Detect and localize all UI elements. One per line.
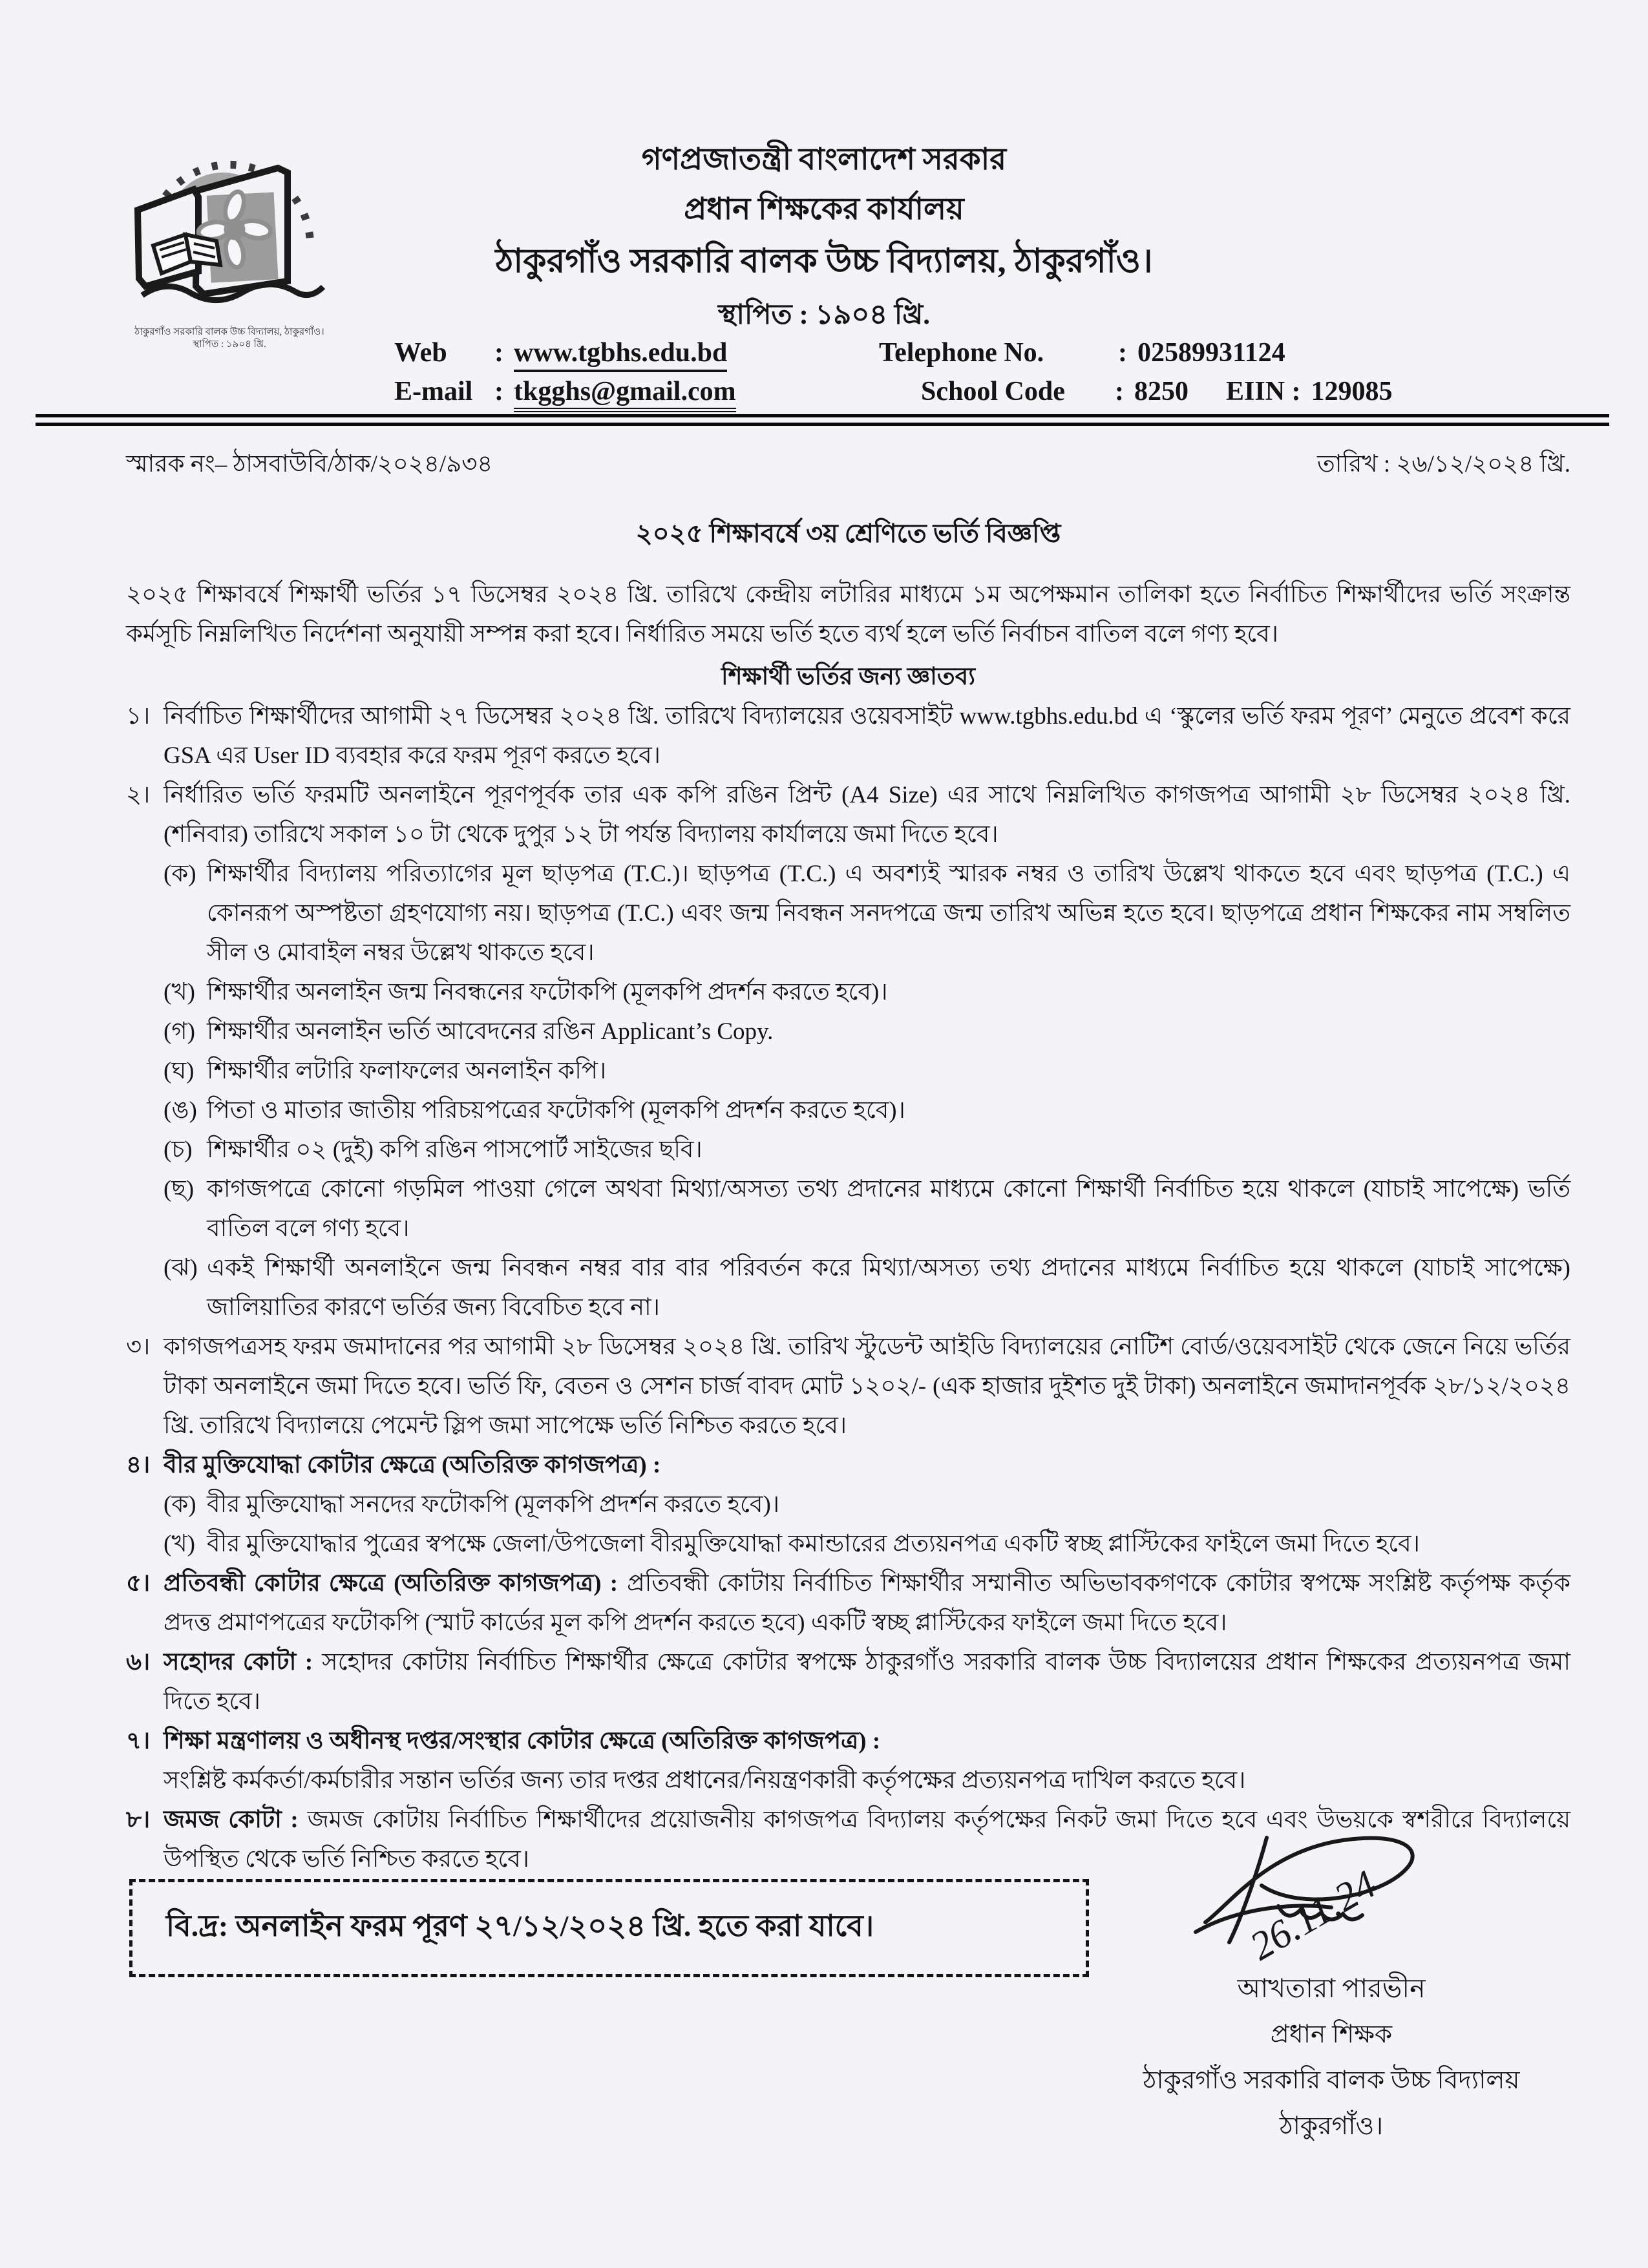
sub-label: (গ) [164, 1018, 195, 1045]
sub-label: (খ) [164, 1531, 195, 1557]
item-2-sub-ka [126, 854, 1570, 972]
sub-text: শিক্ষার্থীর অনলাইন ভর্তি আবেদনের রঙিন Applicant’s Copy. [207, 1018, 774, 1045]
sub-label: (ঙ) [164, 1097, 197, 1124]
section-subtitle: শিক্ষার্থী ভর্তির জন্য জ্ঞাতব্য [721, 664, 975, 690]
item-number: ২। [126, 782, 151, 808]
item-heading: শিক্ষা মন্ত্রণালয় ও অধীনস্থ দপ্তর/সংস্থার কোটার ক্ষেত্রে (অতিরিক্ত কাগজপত্র) : [164, 1728, 881, 1754]
item-text: নির্বাচিত শিক্ষার্থীদের আগামী ২৭ ডিসেম্বর ২০২৪ খ্রি. তারিখে বিদ্যালয়ের ওয়েবসাইট www.tgbhs.edu.bd এ ‘স্কুলের ভর্তি ফরম পূরণ’ মেনুতে প্রবেশ করে GSA এর User ID ব্যবহার করে ফরম পূরণ করতে হবে। [164, 703, 1570, 769]
logo-caption-line2: স্থাপিত : ১৯০৪ খ্রি. [193, 339, 266, 350]
item-text: কাগজপত্রসহ ফরম জমাদানের পর আগামী ২৮ ডিসেম্বর ২০২৪ খ্রি. তারিখ স্টুডেন্ট আইডি বিদ্যালয়ের নোটিশ বোর্ড/ওয়েবসাইট থেকে জেনে নিয়ে ভর্তির টাকা অনলাইনে জমা দিতে হবে। ভর্তি ফি, বেতন ও সেশন চার্জ বাবদ মোট ১২০২/- (এক হাজার দুইশত দুই টাকা) অনলাইনে জমাদানপূর্বক ২৮/১২/২০২৪ খ্রি. তারিখে বিদ্যালয়ে পেমেন্ট স্লিপ জমা সাপেক্ষে ভর্তি নিশ্চিত করতে হবে। [164, 1334, 1570, 1439]
colon: : [494, 377, 503, 406]
item-heading: প্রতিবন্ধী কোটার ক্ষেত্রে (অতিরিক্ত কাগজপত্র) : [164, 1570, 618, 1597]
telephone-label: Telephone No. [879, 338, 1044, 368]
sub-text: বীর মুক্তিযোদ্ধা সনদের ফটোকপি (মূলকপি প্রদর্শন করতে হবে)। [207, 1491, 780, 1518]
sub-text: কাগজপত্রে কোনো গড়মিল পাওয়া গেলে অথবা মিথ্যা/অসত্য তথ্য প্রদানের মাধ্যমে কোনো শিক্ষার্থী নির্বাচিত হয়ে থাকলে (যাচাই সাপেক্ষে) ভর্তি বাতিল বলে গণ্য হবে। [207, 1176, 1570, 1242]
notice-title: ২০২৫ শিক্ষাবর্ষে ৩য় শ্রেণিতে ভর্তি বিজ্ঞপ্তি [635, 519, 1061, 548]
item-2-sub-uma [126, 1091, 1570, 1130]
sub-label: (খ) [164, 979, 195, 1005]
item-number: ৪। [126, 1452, 151, 1478]
sub-text: একই শিক্ষার্থী অনলাইনে জন্ম নিবন্ধন নম্বর বার বার পরিবর্তন করে মিথ্যা/অসত্য তথ্য প্রদানের মাধ্যমে নির্বাচিত হয়ে থাকলে (যাচাই সাপেক্ষে) জালিয়াতির কারণে ভর্তির জন্য বিবেচিত হবে না। [207, 1255, 1570, 1321]
item-2-sub-gha [126, 1051, 1570, 1091]
item-number: ৫। [126, 1570, 151, 1597]
memo-label: স্মারক নং– [126, 451, 227, 478]
sub-text: শিক্ষার্থীর অনলাইন জন্ম নিবন্ধনের ফটোকপি (মূলকপি প্রদর্শন করতে হবে)। [207, 979, 888, 1005]
notice-item-2 [126, 775, 1570, 854]
school-code-label: School Code [921, 377, 1065, 406]
item-4-sub-kha [126, 1524, 1570, 1564]
item-heading: সহোদর কোটা : [164, 1649, 313, 1675]
sub-label: (ছ) [164, 1176, 195, 1202]
colon: : [1115, 377, 1124, 406]
telephone-number: 02589931124 [1137, 338, 1285, 368]
eiin-value: 129085 [1311, 377, 1393, 406]
memo-value: ঠাসবাউবি/ঠাক/২০২৪/৯৩৪ [233, 451, 493, 478]
headmaster-designation: প্রধান শিক্ষক [1270, 2021, 1393, 2048]
notice-item-5 [126, 1564, 1570, 1643]
headmaster-name: আখতারা পারভীন [1237, 1973, 1426, 2003]
item-number: ৮। [126, 1807, 151, 1833]
item-text: নির্ধারিত ভর্তি ফরমটি অনলাইনে পূরণপূর্বক তার এক কপি রঙিন প্রিন্ট (A4 Size) এর সাথে নিম্নলিখিত কাগজপত্র আগামী ২৮ ডিসেম্বর ২০২৪ খ্রি. (শনিবার) তারিখে সকাল ১০ টা থেকে দুপুর ১২ টা পর্যন্ত বিদ্যালয় কার্যালয়ে জমা দিতে হবে। [164, 782, 1570, 848]
intro-paragraph: ২০২৫ শিক্ষাবর্ষে শিক্ষার্থী ভর্তির ১৭ ডিসেম্বর ২০২৪ খ্রি. তারিখে কেন্দ্রীয় লটারির মাধ্যমে ১ম অপেক্ষমান তালিকা হতে নির্বাচিত শিক্ষার্থীদের ভর্তি সংক্রান্ত কর্মসূচি নিম্নলিখিত নির্দেশনা অনুযায়ী সম্পন্ন করা হবে। নির্ধারিত সময়ে ভর্তি হতে ব্যর্থ হলে ভর্তি নির্বাচন বাতিল বলে গণ্য হবে। [126, 582, 1570, 647]
sub-label: (ক) [164, 861, 196, 887]
colon: : [1118, 338, 1127, 368]
sub-text: শিক্ষার্থীর লটারি ফলাফলের অনলাইন কপি। [207, 1058, 607, 1084]
sub-label: (ক) [164, 1491, 196, 1518]
web-label: Web [394, 338, 447, 368]
item-text: জমজ কোটায় নির্বাচিত শিক্ষার্থীদের প্রয়োজনীয় কাগজপত্র বিদ্যালয় কর্তৃপক্ষের নিকট জমা দিতে হবে এবং উভয়কে স্বশরীরে বিদ্যালয়ে উপস্থিত থেকে ভর্তি নিশ্চিত করতে হবে। [164, 1807, 1570, 1873]
item-4-sub-ka [126, 1485, 1570, 1524]
notice-item-3 [126, 1327, 1570, 1445]
email-line [394, 376, 736, 407]
sub-label: (ঝ) [164, 1255, 198, 1281]
signature-org-line1: ঠাকুরগাঁও সরকারি বালক উচ্চ বিদ্যালয় [1143, 2066, 1520, 2094]
established-line: স্থাপিত : ১৯০৪ খ্রি. [718, 300, 930, 330]
notice-item-1 [126, 697, 1570, 775]
school-code-value: 8250 [1134, 377, 1188, 406]
signature-org-line2: ঠাকুরগাঁও। [1279, 2112, 1384, 2140]
notice-body [126, 445, 1570, 1879]
date-value: ২৬/১২/২০২৪ খ্রি. [1396, 451, 1570, 478]
item-2-sub-kha [126, 972, 1570, 1012]
sub-text: পিতা ও মাতার জাতীয় পরিচয়পত্রের ফটোকপি (মূলকপি প্রদর্শন করতে হবে)। [207, 1097, 905, 1124]
memo-date [1317, 445, 1570, 484]
item-number: ৬। [126, 1649, 151, 1675]
codes-line [921, 376, 1393, 407]
item-number: ১। [126, 703, 151, 730]
logo-caption-line1: ঠাকুরগাঁও সরকারি বালক উচ্চ বিদ্যালয়, ঠাকুরগাঁও। [134, 327, 324, 337]
item-heading: জমজ কোটা : [164, 1807, 299, 1833]
sub-label: (ঘ) [164, 1058, 195, 1084]
item-heading: বীর মুক্তিযোদ্ধা কোটার ক্ষেত্রে (অতিরিক্ত কাগজপত্র) : [164, 1452, 661, 1478]
double-rule-divider [36, 414, 1609, 426]
headmaster-signature [1170, 1816, 1545, 1984]
item-text: সংশ্লিষ্ট কর্মকর্তা/কর্মচারীর সন্তান ভর্তির জন্য তার দপ্তর প্রধানের/নিয়ন্ত্রণকারী কর্তৃপক্ষের প্রত্যয়নপত্র দাখিল করতে হবে। [164, 1767, 1246, 1794]
item-2-sub-cha [126, 1130, 1570, 1170]
item-text: সহোদর কোটায় নির্বাচিত শিক্ষার্থীর ক্ষেত্রে কোটার স্বপক্ষে ঠাকুরগাঁও সরকারি বালক উচ্চ বিদ্যালয়ের প্রধান শিক্ষকের প্রত্যয়নপত্র জমা দিতে হবে। [164, 1649, 1570, 1715]
sub-text: শিক্ষার্থীর ০২ (দুই) কপি রঙিন পাসপোর্ট সাইজের ছবি। [207, 1137, 703, 1163]
note-box [129, 1879, 1089, 1977]
eiin-label: EIIN [1226, 377, 1285, 406]
date-label: তারিখ : [1316, 451, 1391, 478]
memo-line [126, 445, 1570, 484]
web-line [394, 337, 727, 368]
office-line: প্রধান শিক্ষকের কার্যালয় [684, 193, 964, 226]
sub-text: শিক্ষার্থীর বিদ্যালয় পরিত্যাগের মূল ছাড়পত্র (T.C.)। ছাড়পত্র (T.C.) এ অবশ্যই স্মারক নম্বর ও তারিখ উল্লেখ থাকতে হবে এবং ছাড়পত্র (T.C.) এ কোনরূপ অস্পষ্টতা গ্রহণযোগ্য নয়। ছাড়পত্র (T.C.) এবং জন্ম নিবন্ধন সনদপত্রে জন্ম তারিখ অভিন্ন হতে হবে। ছাড়পত্রে প্রধান শিক্ষকের নাম সম্বলিত সীল ও মোবাইল নম্বর উল্লেখ থাকতে হবে। [207, 861, 1570, 966]
notice-item-6 [126, 1643, 1570, 1721]
item-2-sub-chha [126, 1170, 1570, 1248]
item-2-sub-ga [126, 1012, 1570, 1051]
telephone-line [879, 337, 1285, 368]
handwritten-date: 26.11.24 [1243, 1862, 1384, 1969]
email-label: E-mail [394, 377, 473, 406]
notice-item-4 [126, 1445, 1570, 1485]
memo-number [126, 445, 492, 484]
colon: : [1291, 377, 1301, 406]
notice-item-7 [126, 1721, 1570, 1800]
item-number: ৩। [126, 1334, 151, 1360]
sub-text: বীর মুক্তিযোদ্ধার পুত্রের স্বপক্ষে জেলা/উপজেলা বীরমুক্তিযোদ্ধা কমান্ডারের প্রত্যয়নপত্র একটি স্বচ্ছ প্লাস্টিকের ফাইলে জমা দিতে হবে। [207, 1531, 1421, 1557]
colon: : [494, 338, 503, 368]
government-line: গণপ্রজাতন্ত্রী বাংলাদেশ সরকার [641, 143, 1007, 176]
note-text: বি.দ্র: অনলাইন ফরম পূরণ ২৭/১২/২০২৪ খ্রি. হতে করা যাবে। [166, 1909, 874, 1942]
item-text: প্রতিবন্ধী কোটায় নির্বাচিত শিক্ষার্থীর সম্মানীত অভিভাবকগণকে কোটার স্বপক্ষে সংশ্লিষ্ট কর্তৃপক্ষ কর্তৃক প্রদত্ত প্রমাণপত্রের ফটোকপি (স্মাট কার্ডের মূল কপি প্রদর্শন করতে হবে) একটি স্বচ্ছ প্লাস্টিকের ফাইলে জমা দিতে হবে। [164, 1570, 1570, 1636]
letterhead [0, 134, 1648, 341]
sub-label: (চ) [164, 1137, 193, 1163]
item-2-sub-jha [126, 1248, 1570, 1327]
item-number: ৭। [126, 1728, 151, 1754]
email-address: tkgghs@gmail.com [514, 377, 736, 412]
signature-block [1076, 1966, 1587, 2149]
school-name-line: ঠাকুরগাঁও সরকারি বালক উচ্চ বিদ্যালয়, ঠাকুরগাঁও। [495, 243, 1153, 280]
website-url: www.tgbhs.edu.bd [514, 338, 727, 372]
